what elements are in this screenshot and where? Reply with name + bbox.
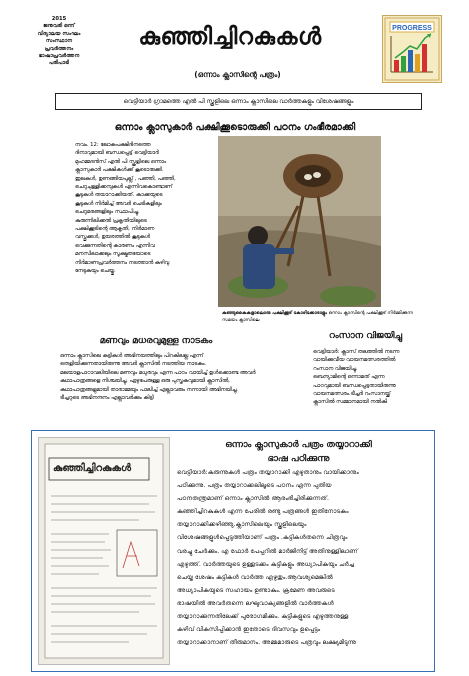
article-line: പഠനതന്ത്രമാണ് ഒന്നാം ക്ലാസിൽ ആരംഭിച്ചിരിക്കുന്നത്. [177,495,329,503]
handwritten-newspaper-photo [38,437,170,665]
newspaper-subtitle: (ഒന്നാം ക്ലാസിന്റെ പത്രം) [194,70,281,79]
article-bird-nest [75,141,213,276]
article-line: റംസാന വിജയിച്ചു. [313,365,358,372]
article-line: മനസിലാക്കലും സൂക്ഷ്മതയോടെ [75,251,151,258]
article-line: തയ്യാറാക്കിക്കഴിഞ്ഞു.ക്ലാസിലെയും സ്കൂളിലെയും [177,521,307,529]
article-line: കുരുന്നിലിക്കൽ പ്രകൃതിയിലുടെ [75,217,147,224]
article-line: എഴുത്ത്. വാർത്തയുടെ ഉള്ളടക്കം കുട്ടികളും അധ്യാപികയും ചർച്ച [177,560,355,568]
caption-bold: കുഞ്ഞുകൈകളാലൊരു പക്ഷിക്കൂട് കോഴിക്കോടാളും [222,311,328,316]
article-line: ദിനാവുമായി ബന്ധപ്പെട്ട് വെട്ടിയാർ [75,150,159,157]
article-ramsana [313,348,423,407]
article-line: നിർമാണപ്രവർത്തനം നടത്താൻ കഴിവു [75,259,170,266]
article-line: വസ്തുക്കൾ, ഉയരത്തിൽ കൂടുകൾ [75,234,150,241]
article-line: തെളിയിക്കുന്നതായിരുന്നു അവർ ക്ലാസിൽ നടത്തിയ നാടകം. [60,361,207,368]
article-line: ക്ലാസുകാർ പക്ഷികൾക്ക് കൂടൊരുക്കി. [75,167,164,174]
headline-newspaper [176,438,421,466]
side-note [18,16,100,68]
progress-logo [382,15,442,83]
headline-drama: മണവും മധരവുമുള്ള നാടകം [99,336,213,346]
header-banner: വെട്ടിയാർ ഗ്രാമത്തെ എൽ പി സ്കൂളിലെ ഒന്നാം ക്ലാസിലെ വാർത്തകളും വിശേഷങ്ങളും [55,93,422,110]
article-line: കുഞ്ഞിച്ചിറകുകൾ എന്ന പേരിൽ രണ്ടു പത്രങ്ങൾ ഇതിനോടകം [177,508,349,516]
article-line: ക്ലാസിൽ സമ്മാനമായി നൽകി [313,399,388,406]
headline-newspaper-line2: ഭാഷ പഠിക്കുന്നു [267,454,330,464]
photo-caption [222,311,418,325]
article-line: വായിക്കുവീയ വായനമത്സരത്തിൽ [313,357,396,364]
caption-text: ഒന്നാം ക്ലാസിന്റെ പക്ഷിക്കൂട് നിർമ്മിക്കുന്ന സമയം ക്ലാസിലെ [222,311,414,323]
article-line: വെട്ടിയാർ: ക്ലാസ് തലത്തിൽ നടന്ന [313,349,400,355]
article-line: കഥാപാത്രങ്ങളെ നിശ്ചയിച്ചു. ഏഴുപേരുള്ള ഒരു പുസ്തകവുമായി ക്ലാസിൽ, [60,378,230,385]
article-line: കൂടുകൾ തയാറാക്കിയത്. കാക്കയുടെ [75,192,163,199]
article-line: മുഹമ്മദൻസ് എൽ പി സ്കൂളിലെ ഒന്നാം [75,158,167,165]
side-note-line: ജനുവരി ഒന്ന് [43,23,75,30]
article-line: പഠിക്കുന്നു. പത്രം തയ്യാറാക്കലിലൂടെ പഠനം എന്ന പുതിയ [177,482,332,490]
headline-ramsana: റംസാന വിജയിച്ചു [328,331,403,341]
article-line: ഒന്നാം ക്ലാസിലെ കുട്ടികൾ അഭിനയത്തിലും പിറകിലല്ല എന്ന് [60,353,204,359]
article-line: നവം. 12: ലോകപക്ഷിദിനത്തെ [75,142,151,148]
side-note-line: ഭാഷാപ്രവർത്തന [38,53,80,60]
article-line: തയ്യാറാക്കാനാണ് തീരുമാനം. അമ്മമാരുടെ പത്രവും ലക്ഷ്യമിടുന്നു [177,639,357,647]
article-line: നേടുകയും ചെയ്തു. [75,268,116,275]
article-line: ഭാഷയിൽ അവർതന്നെ ലഘുവാക്യങ്ങളിൽ വാർത്തകൾ [177,599,334,607]
article-line: വരച്ചു ചേർക്കും. എ ഫോർ പേപ്പറിൽ മാർജിനിട്ട് അതിനുള്ളിലാണ് [177,547,358,555]
article-line: കഴിവ് വികസിപ്പിക്കാൻ ഇതോടെ ദിവസവും ഉപ്പെട്ടം [177,626,321,634]
article-line: ഇലകൾ, ഉണങ്ങിയപുല്ല് , പഞ്ഞി, പഞ്ഞി, [75,175,176,182]
article-line: വായനമത്സരം.ടീച്ചർ റംസാനയ്ക്ക് [313,391,391,398]
article-line: തയ്യാറാക്കുന്നതിലേക്ക് പുരോഗമിക്കും. കുട്ടികളുടെ എഴുത്തനുള്ള [177,613,349,621]
side-note-line: സംസ്ഥാന [45,38,73,45]
article-line: ചെറുചുള്ളിക്കമ്പുകൾ എന്നിവകൊണ്ടാണ് [75,184,173,191]
headline-bird-nest: ഒന്നാം ക്ലാസുകാർ പക്ഷിക്കൂടൊരുക്കി പഠനം ഗംഭീരമാക്കി [114,122,356,133]
article-line: വെട്ടിയാർ:കുരുന്നുകൾ പത്രം തയ്യാറാക്കി എഴുതാനും വായിക്കാനും [177,469,359,476]
side-note-line: വിദ്യാലയ സംഘം [37,30,81,37]
article-line: കഥാപാത്രങ്ങളുമായി താരാമ്മയും പാലിച്ച് എല്ലാവരും നന്നായി അഭിനയിച്ചു. [60,386,238,393]
article-drama [60,352,300,402]
logo-text: PROGRESS [392,25,432,32]
bird-nest-photo [218,136,381,307]
article-line: വെക്കുന്നതിന്റെ കാരണം എന്നിവ [75,242,155,249]
article-line: പക്ഷിക്കൂടിന്റെ ആകൃതി, നിർമാണ [75,226,155,233]
article-line: കൂടുകൾ നിർമിച്ച് അവർ ചെടികളിലും [75,200,162,207]
progress-chart-icon [383,16,441,82]
article-newspaper [177,466,427,649]
side-note-line: പ്രവർത്തനം [44,45,74,52]
article-line: ടീച്ചറുടെ അഭിനന്ദനം എല്ലാവർക്കും കിട്ടി [60,395,154,402]
article-line: ബെന്യാമിന്റെ ഒന്നാമത് എന്ന [313,374,385,381]
side-note-line: പരിപാടി [48,60,70,67]
headline-newspaper-line1: ഒന്നാം ക്ലാസുകാർ പത്രം തയ്യാറാക്കി [225,440,372,450]
article-line: പാഠവുമായി ബന്ധപ്പെട്ടതായിരുന്നു [313,382,396,389]
article-line: ചെയ്ത ശേഷം കുട്ടികൾ വാർത്ത എഴുതും.ആവശ്യമെങ്കിൽ [177,573,333,581]
article-line: മലയാളപാഠാവലിയിലെ മണവും മധുരവും എന്ന പാഠം വായിച്ച് ഉൾക്കൊണ്ട അവർ [60,369,256,376]
side-note-line: 2015 [51,16,67,22]
article-line: ചെറുമരങ്ങളിലും സ്ഥാപിച്ചു. [75,209,140,216]
handwritten-title: കുഞ്ഞിച്ചിറകുകൾ [53,463,132,474]
article-line: അധ്യാപികയുടെ സഹായം ഉണ്ടാകും. ക്രമേണ അവരുടെ [177,586,335,594]
article-line: വിശേഷങ്ങളുൾപ്പെടുത്തിയാണ് പത്രം .കുട്ടികൾതന്നെ ചിത്രവും [177,534,348,542]
newspaper-title: കുഞ്ഞിച്ചിറകുകൾ [138,24,322,50]
